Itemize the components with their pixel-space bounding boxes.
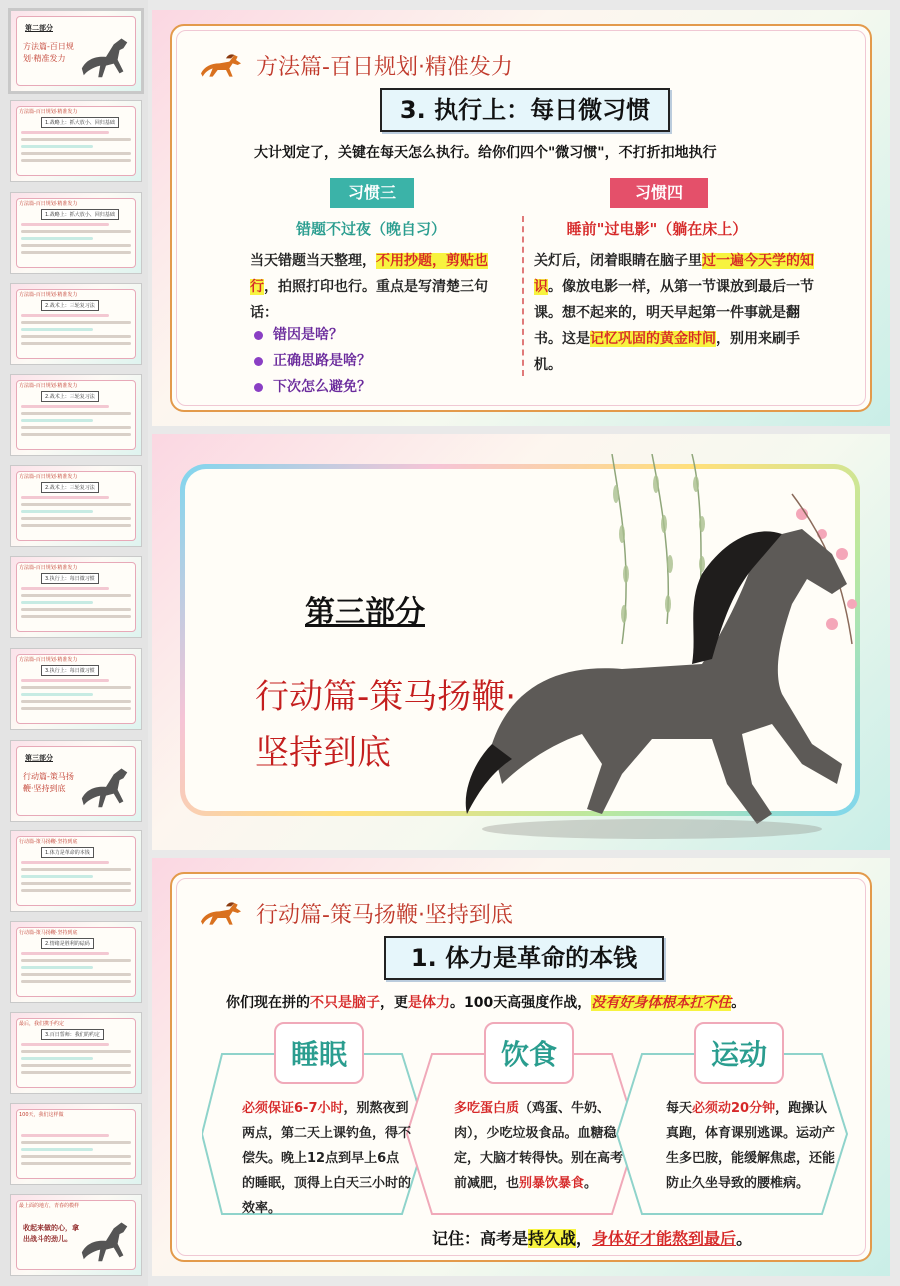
slide-title: 3. 执行上：每日微习惯 bbox=[380, 88, 670, 132]
bullet-item: 正确思路是啥？ bbox=[254, 348, 371, 374]
diet-label: 饮食 bbox=[484, 1022, 574, 1084]
thumbnail-title: 2.情绪是胜利的砝码 bbox=[41, 938, 94, 949]
intro-text: 你们现在拼的不只是脑子，更是体力。100天高强度作战，没有好身体根本扛不住。 bbox=[226, 995, 746, 1011]
thumbnail-title: 1.战略上：抓大放小、回归基础 bbox=[41, 209, 119, 220]
thumbnail-title: 第三部分 bbox=[25, 754, 53, 762]
thumbnail-header: 方法篇-百日规划·精准发力 bbox=[19, 657, 78, 663]
slide-thumbnail[interactable] bbox=[10, 100, 142, 182]
part-title: 第三部分 bbox=[305, 595, 425, 630]
slide-thumbnail[interactable] bbox=[10, 648, 142, 730]
thumbnail-subtitle: 方法篇-百日规划·精准发力 bbox=[23, 42, 74, 63]
horse-logo-icon bbox=[196, 894, 246, 932]
slide-title: 1. 体力是革命的本钱 bbox=[384, 936, 664, 980]
slide-fitness[interactable] bbox=[152, 858, 890, 1276]
thumbnail-header: 方法篇-百日规划·精准发力 bbox=[19, 109, 78, 115]
habit-three-bullets bbox=[254, 322, 371, 400]
thumbnail-subtitle: 行动篇-策马扬鞭·坚持到底 bbox=[23, 772, 74, 793]
part-subtitle: 行动篇-策马扬鞭·坚持到底 bbox=[255, 677, 517, 773]
thumbnail-content-lines bbox=[21, 679, 131, 721]
sport-text: 每天必须动20分钟，跑操认真跑，体育课别逃课。运动产生多巴胺，能缓解焦虑，还能防止久坐导致的腰椎病。 bbox=[666, 1101, 836, 1191]
thumbnail-title: 3.执行上：每日微习惯 bbox=[41, 573, 99, 584]
footer-note: 记住：高考是持久战，身体好才能熬到最后。 bbox=[432, 1229, 753, 1248]
habit-four-title: 睡前"过电影"（躺在床上） bbox=[566, 220, 748, 238]
slide-thumbnail[interactable] bbox=[10, 192, 142, 274]
thumbnail-header: 最上面的地方，青春的模样 bbox=[19, 1203, 80, 1209]
thumbnail-header: 方法篇-百日规划·精准发力 bbox=[19, 474, 78, 480]
thumbnail-title: 2.战术上：三轮复习法 bbox=[41, 482, 99, 493]
habit-three-title: 错题不过夜（晚自习） bbox=[295, 220, 446, 238]
slide-thumbnail-panel bbox=[0, 0, 148, 1286]
thumbnail-title: 3.执行上：每日微习惯 bbox=[41, 665, 99, 676]
slide-thumbnail[interactable] bbox=[10, 283, 142, 365]
sleep-text: 必须保证6-7小时，别熬夜到两点，第二天上课钓鱼，得不偿失。晚上12点到早上6点的睡眠，顶得上白天三小时的效率。 bbox=[242, 1101, 412, 1216]
slide-thumbnail[interactable] bbox=[10, 1103, 142, 1185]
habit-four-body: 关灯后，闭着眼睛在脑子里过一遍今天学的知识。像放电影一样，从第一节课放到最后一节课。想不起来的，明天早起第一件事就是翻书。这是记忆巩固的黄金时间，别用来刷手机。 bbox=[534, 253, 814, 373]
habit-three-tag: 习惯三 bbox=[330, 178, 414, 208]
horse-icon bbox=[77, 1209, 135, 1267]
habit-three-body: 当天错题当天整理，不用抄题，剪贴也行，拍照打印也行。重点是写清楚三句话： bbox=[250, 253, 488, 321]
slide-frame bbox=[170, 872, 872, 1262]
thumbnail-content-lines bbox=[21, 952, 131, 994]
thumbnail-header: 最后，我们携手约定 bbox=[19, 1021, 65, 1027]
ink-horse-illustration bbox=[452, 484, 882, 844]
slide-thumbnail[interactable] bbox=[10, 465, 142, 547]
thumbnail-header: 方法篇-百日规划·精准发力 bbox=[19, 565, 78, 571]
thumbnail-content-lines bbox=[21, 131, 131, 173]
thumbnail-header: 100天，我们这样做 bbox=[19, 1112, 64, 1118]
slide-part-three-cover[interactable] bbox=[152, 434, 890, 850]
sleep-label: 睡眠 bbox=[274, 1022, 364, 1084]
slide-frame bbox=[170, 24, 872, 412]
thumbnail-content-lines bbox=[21, 861, 131, 903]
section-header: 行动篇-策马扬鞭·坚持到底 bbox=[256, 902, 513, 928]
thumbnail-header: 方法篇-百日规划·精准发力 bbox=[19, 292, 78, 298]
slide-thumbnail[interactable] bbox=[10, 1012, 142, 1094]
slide-thumbnail[interactable] bbox=[10, 1194, 142, 1276]
thumbnail-content-lines bbox=[21, 496, 131, 538]
horse-logo-icon bbox=[196, 46, 246, 84]
thumbnail-content-lines bbox=[21, 587, 131, 629]
thumbnail-title: 第二部分 bbox=[25, 24, 53, 32]
slide-header bbox=[196, 894, 513, 932]
habit-four-tag: 习惯四 bbox=[610, 178, 708, 208]
thumbnail-header: 方法篇-百日规划·精准发力 bbox=[19, 201, 78, 207]
slide-thumbnail[interactable] bbox=[10, 830, 142, 912]
horse-icon bbox=[77, 755, 135, 813]
thumbnail-title: 收起来做的心，拿出战斗的劲儿。 bbox=[23, 1224, 79, 1243]
thumbnail-title: 2.战术上：三轮复习法 bbox=[41, 391, 99, 402]
thumbnail-content-lines bbox=[21, 223, 131, 265]
sport-label: 运动 bbox=[694, 1022, 784, 1084]
slide-thumbnail[interactable] bbox=[10, 556, 142, 638]
section-header: 方法篇-百日规划·精准发力 bbox=[256, 54, 513, 80]
thumbnail-content-lines bbox=[21, 314, 131, 356]
bullet-item: 错因是啥？ bbox=[254, 322, 371, 348]
thumbnail-content-lines bbox=[21, 1134, 131, 1176]
slide-thumbnail[interactable] bbox=[10, 374, 142, 456]
thumbnail-header: 行动篇-策马扬鞭·坚持到底 bbox=[19, 839, 78, 845]
diet-text: 多吃蛋白质（鸡蛋、牛奶、肉），少吃垃圾食品。血糖稳定，大脑才转得快。别在高考前减肥，也别暴饮暴食。 bbox=[454, 1101, 624, 1191]
horse-icon bbox=[77, 25, 135, 83]
slide-header bbox=[196, 46, 513, 84]
thumbnail-title: 2.战术上：三轮复习法 bbox=[41, 300, 99, 311]
slide-thumbnail[interactable] bbox=[10, 921, 142, 1003]
bullet-item: 下次怎么避免？ bbox=[254, 374, 371, 400]
thumbnail-header: 方法篇-百日规划·精准发力 bbox=[19, 383, 78, 389]
slide-thumbnail[interactable] bbox=[10, 10, 142, 92]
thumbnail-title: 3.百日誓师：我们的约定 bbox=[41, 1029, 104, 1040]
intro-text: 大计划定了，关键在每天怎么执行。给你们四个"微习惯"，不打折扣地执行 bbox=[254, 145, 717, 161]
slide-habits[interactable] bbox=[152, 10, 890, 426]
thumbnail-header: 行动篇-策马扬鞭·坚持到底 bbox=[19, 930, 78, 936]
slide-thumbnail[interactable] bbox=[10, 740, 142, 822]
thumbnail-content-lines bbox=[21, 1043, 131, 1085]
thumbnail-title: 1.体力是革命的本钱 bbox=[41, 847, 94, 858]
column-divider bbox=[522, 216, 524, 376]
thumbnail-content-lines bbox=[21, 405, 131, 447]
thumbnail-title: 1.战略上：抓大放小、回归基础 bbox=[41, 117, 119, 128]
